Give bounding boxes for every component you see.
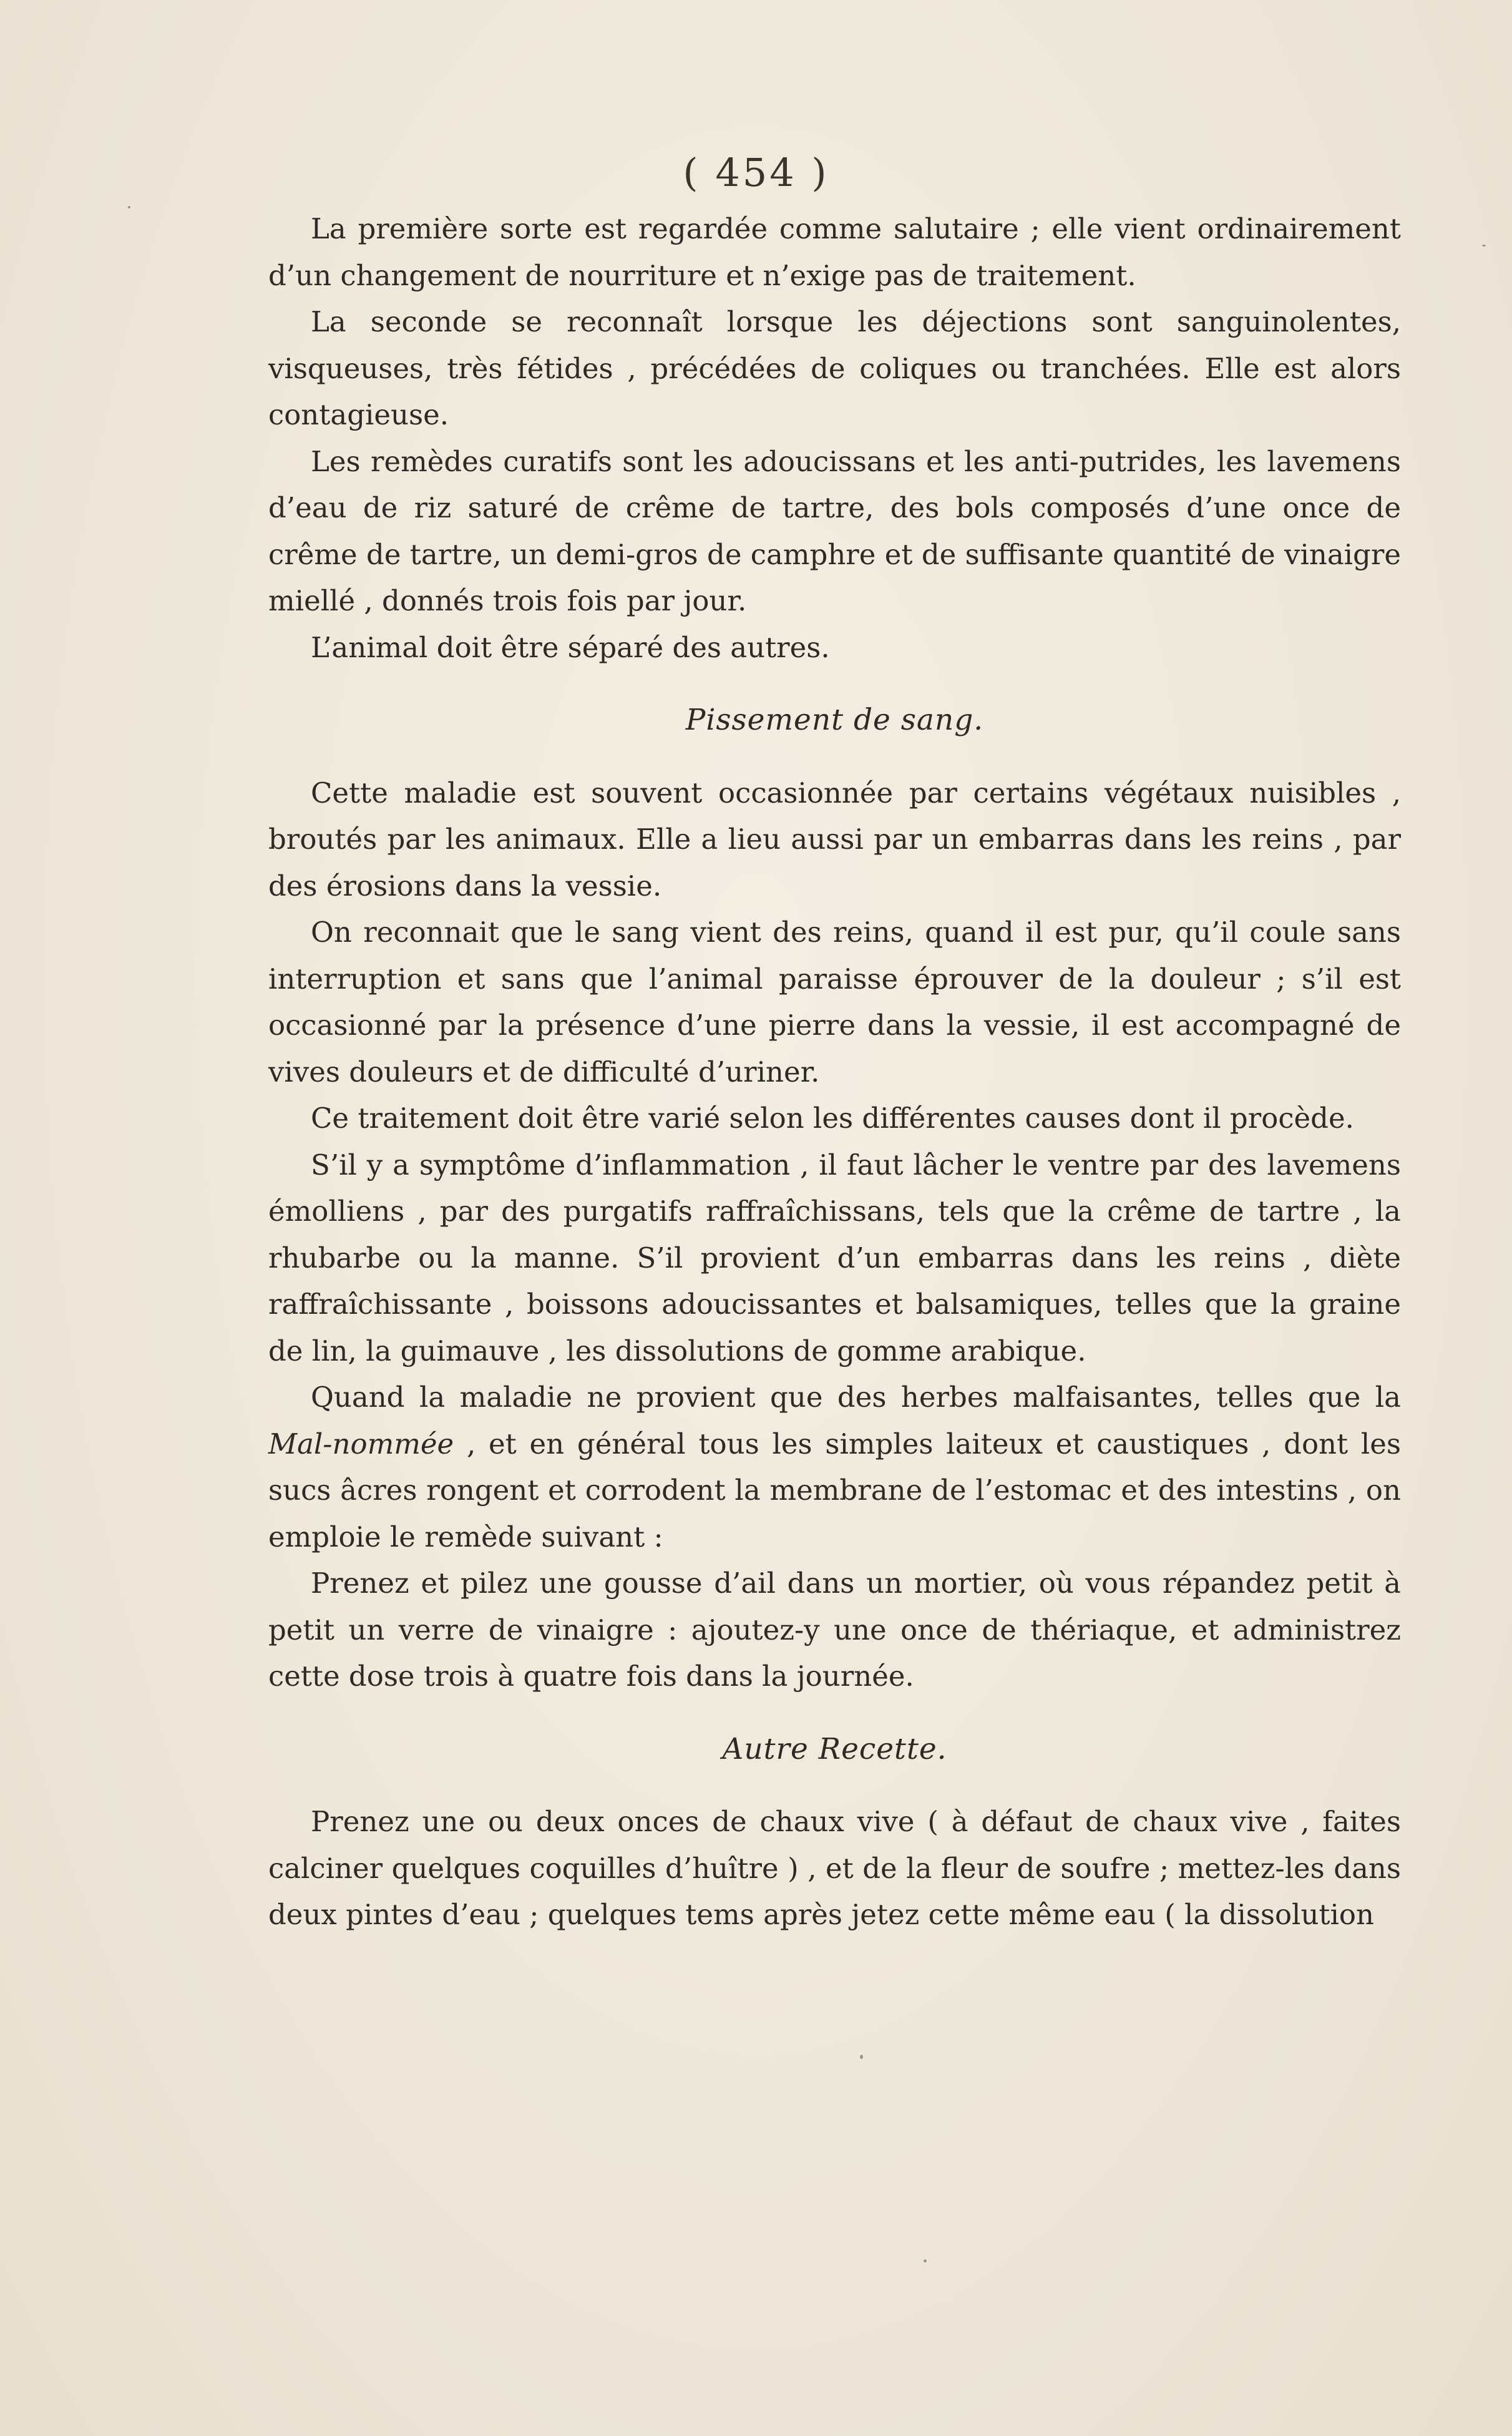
section-heading [268,697,1401,744]
paragraph: La seconde se reconnaît lorsque les déjections sont sanguinolentes, visqueuses, très fétides , précédées de coliques ou tranchées. Elle est alors contagieuse. [268,305,1401,431]
paragraph-text-before: Quand la maladie ne provient que des herbes malfaisantes, telles que la [311,1381,1401,1414]
body-text [268,206,1401,1939]
paragraph: Les remèdes curatifs sont les adoucissans et les anti-putrides, les lavemens d’eau de riz saturé de crême de tartre, des bols composés d’une once de crême de tartre, un demi-gros de camphre et de suffisante quantité de vinaigre miellé , donnés trois fois par jour. [268,444,1401,617]
paper-speck [1482,245,1486,247]
paragraph: Prenez et pilez une gousse d’ail dans un mortier, où vous répandez petit à petit un verre de vinaigre : ajoutez-y une once de thériaque, et administrez cette dose trois à quatre fois dans la journée. [268,1567,1401,1693]
paragraph-text-after: , et en général tous les simples laiteux et caustiques , dont les sucs âcres rongent et corrodent la membrane de l’estomac et des intestins , on emploie le remède suivant : [268,1427,1401,1553]
paragraph: La première sorte est regardée comme salutaire ; elle vient ordinairement d’un changement de nourriture et n’exige pas de traitement. [268,212,1401,292]
section-heading [268,1726,1401,1773]
paragraph: On reconnait que le sang vient des reins, quand il est pur, qu’il coule sans interruption et sans que l’animal paraisse éprouver de la douleur ; s’il est occasionné par la présence d’une pierre dans la vessie, il est accompagné de vives douleurs et de difficulté d’uriner. [268,916,1401,1088]
paragraph: Prenez une ou deux onces de chaux vive ( à défaut de chaux vive , faites calciner quelques coquilles d’huître ) , et de la fleur de soufre ; mettez-les dans deux pintes d’eau ; quelques tems après jetez cette même eau ( la dissolution [268,1805,1401,1931]
section-heading-text: Autre Recette. [722,1731,947,1766]
paragraph: S’il y a symptôme d’inflammation , il faut lâcher le ventre par des lavemens émolliens , par des purgatifs raffraîchissans, tels que la crême de tartre , la rhubarbe ou la manne. S’il provient d’un embarras dans les reins , diète raffraîchissante , boissons adoucissantes et balsamiques, telles que la graine de lin, la guimauve , les dissolutions de gomme arabique. [268,1148,1401,1367]
paragraph: L’animal doit être séparé des autres. [311,630,830,664]
page-number: ( 454 ) [683,150,829,195]
paper-speck [128,206,130,208]
paragraph: Cette maladie est souvent occasionnée par certains végétaux nuisibles , broutés par les animaux. Elle a lieu aussi par un embarras dans les reins , par des érosions dans la vessie. [268,776,1401,902]
paper-speck [860,2055,863,2059]
section-heading-text: Pissement de sang. [685,703,984,737]
paragraph: Ce traitement doit être varié selon les différentes causes dont il procède. [311,1102,1354,1135]
paragraph-mal-nommee [268,1374,1401,1560]
plant-name-italic: Mal-nommée [268,1427,454,1460]
paper-speck [924,2259,927,2262]
